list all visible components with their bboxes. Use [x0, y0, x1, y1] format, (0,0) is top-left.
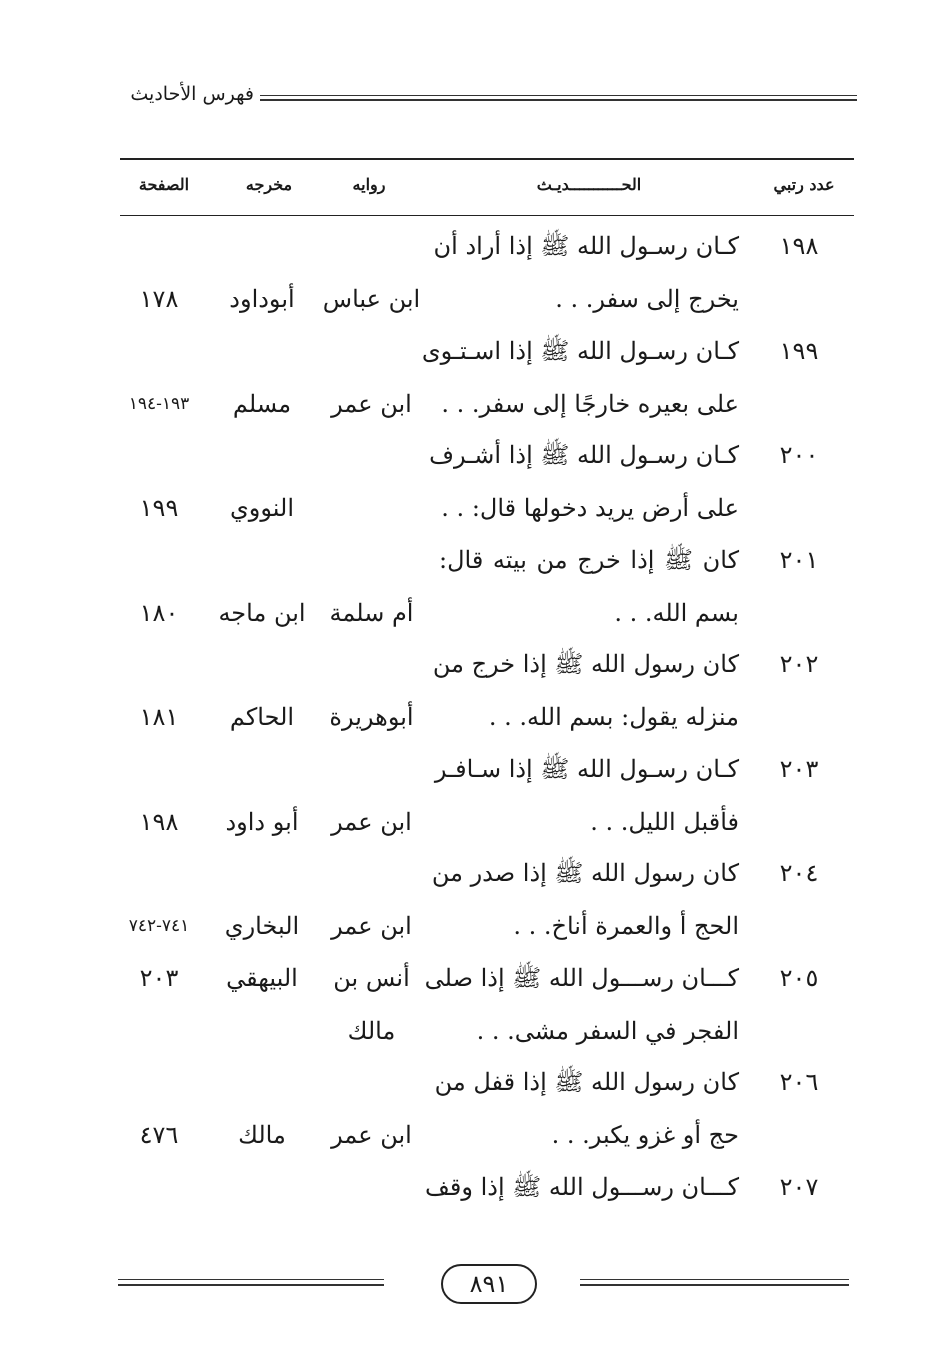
hadith-text-line: كـان رسـول الله ﷺ إذا أراد أن [433, 232, 739, 260]
entry-number: ٢٠٣ [779, 755, 819, 783]
entry-number: ١٩٩ [779, 337, 819, 365]
hadith-text-line: كـان رسـول الله ﷺ إذا سـافـر [434, 755, 739, 783]
narrator-cell: ابن عمر [331, 912, 412, 940]
hadith-text-line: فأقبل الليل. . . [590, 808, 739, 836]
entry-number: ٢٠١ [779, 546, 819, 574]
column-header-source: مخرجه [245, 175, 293, 194]
page-cell: ٤٧٦ [139, 1121, 179, 1149]
hadith-text-line: على أرض يريد دخولها قال: . . [441, 494, 739, 522]
entry-number: ٢٠٧ [779, 1173, 819, 1201]
hadith-text-line: يخرج إلى سفر. . . [555, 285, 739, 313]
page-cell: ١٧٨ [139, 285, 179, 313]
page-cell: ١٩٣-١٩٤ [128, 394, 190, 414]
header-rule [260, 99, 857, 101]
source-cell: مالك [238, 1121, 286, 1149]
narrator-cell: أبوهريرة [329, 703, 414, 731]
narrator-cell: ابن عمر [331, 1121, 412, 1149]
column-header-hadith: الحـــــــــــديـث [536, 175, 642, 194]
page-number: ٨٩١ [441, 1264, 537, 1304]
source-cell: أبوداود [229, 285, 295, 313]
column-header-number: عدد رتبي [773, 175, 835, 194]
hadith-text-line: كان رسول الله ﷺ إذا قفل من [434, 1068, 739, 1096]
page-cell: ٧٤١-٧٤٢ [128, 916, 190, 936]
source-cell: البيهقي [226, 964, 298, 992]
hadith-text-line: كان رسول الله ﷺ إذا خرج من [432, 650, 739, 678]
table-header-rule [120, 215, 854, 216]
page-cell: ١٩٨ [139, 808, 179, 836]
narrator-cell: ابن عمر [331, 390, 412, 418]
header-rule [260, 95, 857, 96]
source-cell: الحاكم [229, 703, 295, 731]
source-cell: مسلم [232, 390, 292, 418]
entry-number: ١٩٨ [779, 232, 819, 260]
page-cell: ١٨١ [139, 703, 179, 731]
footer-rule [118, 1284, 384, 1286]
hadith-text-line: الفجر في السفر مشى. . . [476, 1017, 739, 1045]
column-header-page: الصفحة [138, 175, 190, 194]
hadith-text-line: حج أو غزو يكبر. . . [551, 1121, 739, 1149]
hadith-text-line: كـان رسـول الله ﷺ إذا اسـتـوى [421, 337, 739, 365]
narrator-cell-continued: مالك [347, 1017, 396, 1045]
narrator-cell: أنس بن [333, 964, 410, 992]
source-cell: البخاري [224, 912, 300, 940]
entry-number: ٢٠٥ [779, 964, 819, 992]
narrator-cell: أم سلمة [329, 599, 414, 627]
page-cell: ١٩٩ [139, 494, 179, 522]
entry-number: ٢٠٦ [779, 1068, 819, 1096]
source-cell: ابن ماجه [218, 599, 306, 627]
table-top-rule [120, 158, 854, 160]
column-header-narrator: روايه [352, 175, 386, 194]
hadith-text-line: كـــان رســـول الله ﷺ إذا وقف [425, 1173, 739, 1201]
entry-number: ٢٠٤ [779, 859, 819, 887]
footer-rule [580, 1279, 849, 1280]
entry-number: ٢٠٠ [779, 441, 819, 469]
footer-rule [118, 1279, 384, 1280]
hadith-text-line: منزله يقول: بسم الله. . . [488, 703, 739, 731]
source-cell: النووي [230, 494, 294, 522]
hadith-text-line: كان رسول الله ﷺ إذا صدر من [431, 859, 739, 887]
entry-number: ٢٠٢ [779, 650, 819, 678]
hadith-text-line: كـــان رســـول الله ﷺ إذا صلى [424, 964, 739, 992]
hadith-text-line: بسم الله. . . [614, 599, 739, 627]
narrator-cell: ابن عمر [331, 808, 412, 836]
hadith-text-line: على بعيره خارجًا إلى سفر. . . [441, 390, 739, 418]
source-cell: أبو داود [225, 808, 299, 836]
page-cell: ١٨٠ [139, 599, 179, 627]
page-cell: ٢٠٣ [139, 964, 179, 992]
hadith-text-line: الحج أ والعمرة أناخ. . . [513, 912, 739, 940]
hadith-text-line: كان ﷺ إذا خرج من بيته قال: [439, 546, 739, 574]
running-title: فهرس الأحاديث [130, 83, 254, 105]
narrator-cell: ابن عباس [322, 285, 421, 313]
footer-rule [580, 1284, 849, 1286]
hadith-text-line: كـان رسـول الله ﷺ إذا أشـرف [429, 441, 739, 469]
